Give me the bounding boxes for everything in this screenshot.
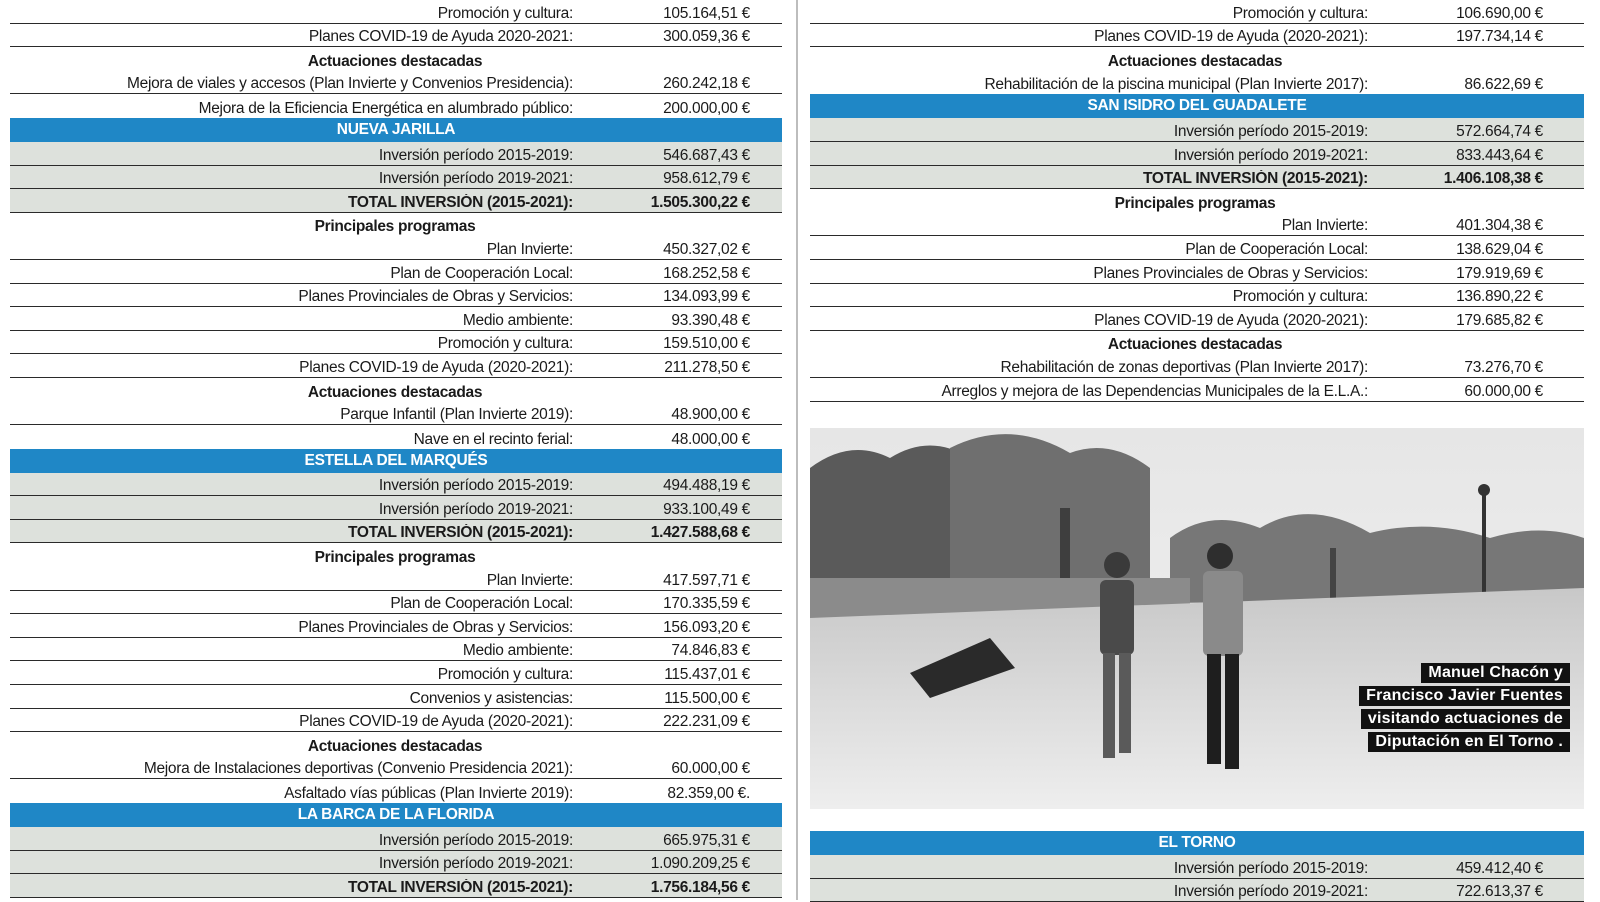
el-torno-block [810, 831, 1584, 902]
table-row: Convenios y asistencias: 115.500,00 € [10, 685, 782, 709]
table-row: Mejora de viales y accesos (Plan Invierte y Convenios Presidencia): 260.242,18 € [10, 71, 782, 95]
table-row: Plan de Cooperación Local: 138.629,04 € [810, 236, 1584, 260]
table-row: Inversión período 2019-2021: 1.090.209,25 € [10, 851, 782, 875]
table-row: Plan Invierte: 401.304,38 € [810, 213, 1584, 237]
table-row: Inversión período 2019-2021: 958.612,79 € [10, 166, 782, 190]
section-header-la-barca-de-la-florida: LA BARCA DE LA FLORIDA [10, 803, 782, 827]
section-header-nueva-jarilla: NUEVA JARILLA [10, 118, 782, 142]
photo-caption: Manuel Chacón y Francisco Javier Fuentes visitando actuaciones de Diputación en El Torno . [1359, 663, 1570, 752]
total-row: TOTAL INVERSIÓN (2015-2021): 1.756.184,56 € [10, 874, 782, 898]
section-subtitle: Principales programas [314, 549, 476, 567]
column-divider [796, 0, 798, 900]
table-row: Inversión período 2015-2019: 572.664,74 € [810, 118, 1584, 142]
table-row: Inversión período 2019-2021: 833.443,64 € [810, 142, 1584, 166]
table-row: Inversión período 2019-2021: 933.100,49 € [10, 496, 782, 520]
table-row: Promoción y cultura: 159.510,00 € [10, 331, 782, 355]
table-row: Medio ambiente: 93.390,48 € [10, 307, 782, 331]
table-row: Mejora de la Eficiencia Energética en alumbrado público: 200.000,00 € [198, 99, 750, 117]
table-row: Inversión período 2015-2019: 665.975,31 € [10, 827, 782, 851]
table-row: Nave en el recinto ferial: 48.000,00 € [413, 430, 750, 448]
section-subtitle: Actuaciones destacadas [307, 52, 483, 70]
table-row: Planes Provinciales de Obras y Servicios: 179.919,69 € [810, 260, 1584, 284]
table-row: Plan de Cooperación Local: 170.335,59 € [10, 591, 782, 615]
table-row: Promoción y cultura: 105.164,51 € [10, 0, 782, 24]
total-row: TOTAL INVERSIÓN (2015-2021): 1.505.300,22 € [10, 189, 782, 213]
section-subtitle: Principales programas [314, 218, 476, 236]
table-row: Promoción y cultura: 136.890,22 € [810, 284, 1584, 308]
table-row: Planes COVID-19 de Ayuda 2020-2021: 300.059,36 € [10, 24, 782, 48]
section-subtitle: Principales programas [1114, 194, 1276, 212]
table-row: Arreglos y mejora de las Dependencias Municipales de la E.L.A.: 60.000,00 € [810, 378, 1584, 402]
table-row: Plan Invierte: 417.597,71 € [10, 567, 782, 591]
table-row: Promoción y cultura: 106.690,00 € [810, 0, 1584, 24]
total-row: TOTAL INVERSIÓN (2015-2021): 1.427.588,68 € [10, 520, 782, 544]
table-row: Inversión período 2015-2019: 546.687,43 € [10, 142, 782, 166]
table-row: Inversión período 2019-2021: 722.613,37 € [810, 879, 1584, 902]
table-row: Inversión período 2015-2019: 459.412,40 € [810, 855, 1584, 879]
photo-el-torno [810, 428, 1584, 809]
section-header-estella-del-marques: ESTELLA DEL MARQUÉS [10, 449, 782, 473]
section-subtitle: Actuaciones destacadas [1107, 336, 1283, 354]
table-row: Planes COVID-19 de Ayuda (2020-2021): 179.685,82 € [810, 307, 1584, 331]
table-row: Planes COVID-19 de Ayuda (2020-2021): 211.278,50 € [10, 354, 782, 378]
table-row: Mejora de Instalaciones deportivas (Convenio Presidencia 2021): 60.000,00 € [10, 756, 782, 780]
table-row: Planes Provinciales de Obras y Servicios: 134.093,99 € [10, 284, 782, 308]
table-row: Plan Invierte: 450.327,02 € [10, 236, 782, 260]
section-subtitle: Actuaciones destacadas [307, 383, 483, 401]
table-row: Promoción y cultura: 115.437,01 € [10, 661, 782, 685]
section-subtitle: Actuaciones destacadas [1107, 52, 1283, 70]
section-header-el-torno: EL TORNO [810, 831, 1584, 855]
section-subtitle: Actuaciones destacadas [307, 737, 483, 755]
right-column [810, 0, 1584, 402]
total-row: TOTAL INVERSIÓN (2015-2021): 1.406.108,38 € [810, 166, 1584, 190]
table-row: Inversión período 2015-2019: 494.488,19 € [10, 473, 782, 497]
section-header-san-isidro-del-guadalete: SAN ISIDRO DEL GUADALETE [810, 94, 1584, 118]
table-row: Asfaltado vías públicas (Plan Invierte 2019): 82.359,00 €. [284, 785, 750, 802]
table-row: Parque Infantil (Plan Invierte 2019): 48.900,00 € [10, 402, 782, 426]
table-row: Rehabilitación de la piscina municipal (Plan Invierte 2017): 86.622,69 € [984, 76, 1543, 94]
table-row: Planes COVID-19 de Ayuda (2020-2021): 222.231,09 € [10, 709, 782, 733]
table-row: Plan de Cooperación Local: 168.252,58 € [10, 260, 782, 284]
table-row: Medio ambiente: 74.846,83 € [10, 638, 782, 662]
table-row: Planes Provinciales de Obras y Servicios: 156.093,20 € [10, 614, 782, 638]
left-column [10, 0, 782, 898]
table-row: Rehabilitación de zonas deportivas (Plan Invierte 2017): 73.276,70 € [810, 354, 1584, 378]
table-row: Planes COVID-19 de Ayuda (2020-2021): 197.734,14 € [810, 24, 1584, 48]
